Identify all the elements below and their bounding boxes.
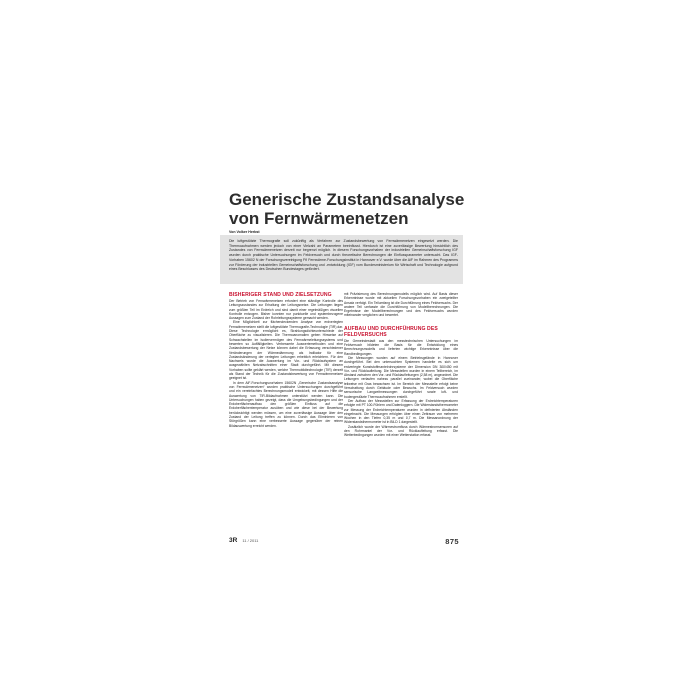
journal-footer — [229, 537, 258, 544]
paragraph: Die Gemeindestadt aus den messtechnischen Untersuchungen im Feldversuch bildeten die Basis für die Entwicklung eines Berechnungsmodells und lieferten wichtige Erkenntnisse über die Randbedingungen. — [344, 338, 458, 356]
article-title: Generische Zustandsanalyse von Fernwärmenetzen — [229, 190, 465, 228]
text-column-right — [344, 292, 458, 438]
section-spacer — [344, 318, 458, 326]
text-column-left — [229, 292, 343, 428]
paragraph: Eine Möglichkeit zur flächendeckenden Analyse von erdverlegten Fernwärmenetzen stellt die luftgestützte Thermografie-Technologie (TIR) dar. Diese Technologie ermöglicht es, Strahlungsdichteunterschiede der Oberfläche zu visualisieren. Die Thermoanomalien geben Hinweise auf Schwachstellen im Isoliervermögen des Fernwärmeleitungssystems und bewerten so Auffälligkeiten. Verbesserte Auswertemethoden und eine Zustandsbewertung der Netze können dabei die Erfassung verschiedener Veränderungen der Wärmedämmung als Indikator für eine Zustandsänderung der verlegten Leitungen erheblich erleichtern. Für den Nachweis wurde die Auswertung im Vor- und Rücklaufsystem an ausgewählten Netzabschnitten einer Stadt durchgeführt. Mit diesem Vorhaben sollte geklärt werden, welche Thermobildtechnologie (TIR) derzeit als Stand der Technik für die Zustandsbewertung von Fernwärmenetzen geeignet ist. — [229, 320, 343, 381]
journal-logo: 3R — [229, 537, 238, 544]
section-heading: BISHERIGER STAND UND ZIELSETZUNG — [229, 292, 332, 298]
article-byline: Von Volker Herbst — [229, 230, 260, 234]
paragraph: mit Präzisierung des Berechnungsmodells möglich wird. Auf Basis dieser Erkenntnisse wurde mit aktuellen Forschungsvorhaben ein zweigeteilter Ansatz verfolgt. Ein Teilumfang ist die Durchführung eines Feldversuchs. Der andere Teil umfasste die Durchführung von Modellberechnungen. Die Ergebnisse der Modellberechnungen und des Feldversuchs wurden miteinander verglichen und bewertet. — [344, 292, 458, 318]
section-heading: AUFBAU UND DURCHFÜHRUNG DES FELDVERSUCHS — [344, 325, 438, 338]
paragraph: Zusätzlich wurde der Wärmestromfluss durch Wärmestromsensoren auf den Rohrmantel der Vor- und Rücklaufleitung erfasst. Die Wetterbedingungen wurden mit einer Wetterstation erfasst. — [344, 424, 458, 438]
paragraph: In dem AiF-Forschungsvorhaben 15602N „Generische Zustandsanalyse von Fernwärmenetzen“ wurden praktische Untersuchungen durchgeführt und ein vereinfachtes Berechnungsmodell entwickelt, mit dessen Hilfe die Auswertung von TIR-Bildaufnahmen unterstützt werden kann. Die Untersuchungen haben gezeigt, dass die Umgebungsbedingungen und der Erdoberflächenaufbau den größten Einfluss auf die Erdoberflächentemperatur ausüben und wie diese bei der Bewertung berücksichtigt werden müssen, um eine zuverlässige Aussage über den Zustand der Leitung treffen zu können. Durch das Eliminieren von Störgrößen kann eine verbesserte Aussage gegenüber der reinen Bildauswertung erreicht werden. — [229, 380, 343, 428]
journal-issue: 11 / 2011 — [242, 538, 259, 543]
abstract-box — [220, 235, 463, 284]
abstract-text: Die luftgestützte Thermografie soll zukünftig als Verfahren zur Zustandsbewertung von Fernwärmenetzen eingesetzt werden. Die Thermoaufnahmen werden jedoch von einer Vielzahl an Parametern beeinflusst. Hierdurch ist eine zuverlässige Bewertung hinsichtlich des Zustandes von Fernwärmenetzen derzeit nur begrenzt möglich. In diesem Forschungsvorhaben der industriellen Gemeinschaftsforschung IGF wurden durch praktische Untersuchungen im Feldversuch und durch theoretische Berechnungen die Einflussparameter untersucht. Das IGF-Vorhaben 15602 N der Forschungsvereinigung FfI Fernwärme-Forschungsinstitut in Hannover e.V. wurde über die AiF im Rahmen des Programms zur Förderung der industriellen Gemeinschaftsforschung und -entwicklung (IGF) vom Bundesministerium für Wirtschaft und Technologie aufgrund eines Beschlusses des Deutschen Bundestages gefördert. — [229, 239, 458, 272]
page-number: 875 — [445, 537, 459, 546]
paragraph: Der Aufbau der Messstellen zur Erfassung der Erdreichtemperaturen erfolgte mit PT 100-Fühlern und Datenloggern. Die Widerstandsthermometer zur Messung der Erdreichtemperaturen wurden in definierten Abständen eingebracht. Die Messungen erfolgten über einen Zeitraum von mehreren Wochen in den Tiefen 0,35 m und 0,7 m. Die Messanordnung der Widerstandsthermometer ist in BILD 1 dargestellt. — [344, 398, 458, 425]
paragraph: Der Betrieb von Fernwärmenetzen erfordert eine ständige Kontrolle des Leitungszustandes zur Erhaltung der Leitungsnetze. Die Leitungen liegen zum größten Teil im Erdreich und sind damit einer regelmäßigen visuellen Kontrolle entzogen. Bisher konnten nur punktuelle und systembezogene Aussagen zum Zustand der Rohrleitungssysteme gemacht werden. — [229, 299, 343, 321]
paragraph: Die Messungen wurden auf einem Betriebsgelände in Hannover durchgeführt. Bei den untersuchten Systemen handelte es sich um erdverlegte Kunststoffmantelrohrsysteme der Dimension DN 300/450 mit Vor- und Rücklaufleitung. Die Messstellen wurden in einem Teilbereich, im Abstand zwischen den Vor- und Rücklaufleitungen (2,58 m), angeordnet. Die Leitungen verlaufen nahezu parallel zueinander, wobei die Oberfläche teilweise mit Gras bewachsen ist. Im Bereich der Messstelle erfolgt keine Verschattung durch Gebäude oder Bewuchs. Im Feldversuch wurden sensorische Langzeitmessungen durchgeführt sowie luft- und bodengestützte Thermoaufnahmen erstellt. — [344, 355, 458, 399]
